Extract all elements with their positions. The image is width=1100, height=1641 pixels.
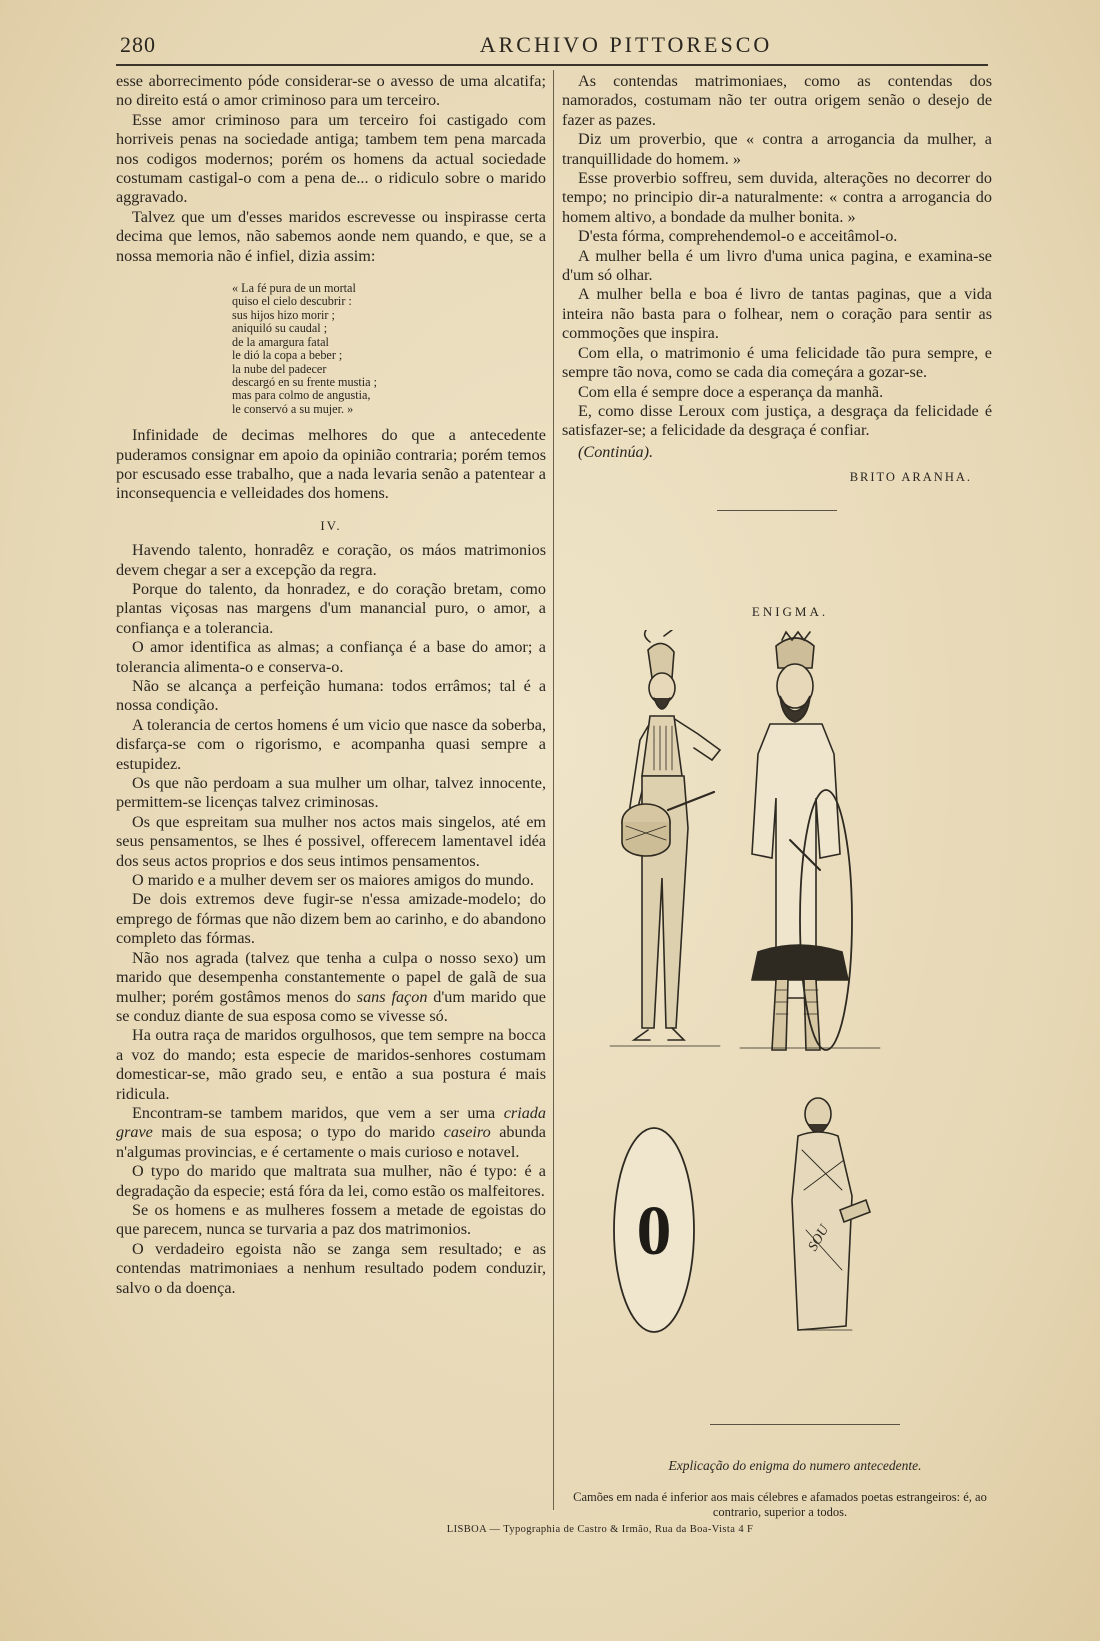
poem-line: de la amargura fatal	[232, 334, 329, 349]
poem-decima	[232, 282, 546, 416]
paragraph	[116, 949, 546, 1027]
page-header	[116, 30, 988, 66]
separator-rule	[710, 1424, 900, 1425]
gown-figure-icon	[752, 632, 852, 1050]
statue-figure-icon	[792, 1098, 870, 1330]
page-number: 280	[120, 32, 156, 57]
paragraph: A mulher bella é um livro d'uma unica pagina, e examina-se d'um só olhar.	[562, 246, 992, 285]
paragraph: esse aborrecimento póde considerar-se o avesso de uma alcatifa; no direito está o amor criminoso para um terceiro.	[116, 72, 546, 110]
paragraph	[116, 1104, 546, 1162]
paragraph: Ha outra raça de maridos orgulhosos, que tem sempre na bocca a voz do mando; esta especie de maridos-senhores costumam domesticar-se, mão grado seu, e então a sua postura é mais ridicula.	[116, 1026, 546, 1103]
separator-rule	[717, 510, 837, 511]
continua-note: (Continúa).	[578, 442, 654, 461]
paragraph: Esse proverbio soffreu, sem duvida, alterações no decorrer do tempo; no principio dir-a naturalmente: « contra a arrogancia do homem altivo, a bondade da mulher bonita. »	[562, 169, 992, 226]
text-run: abunda n'algumas provincias, e é certamente o mais curioso e notavel.	[116, 1123, 546, 1161]
right-column	[562, 72, 992, 511]
poem-line: quiso el cielo descubrir :	[232, 294, 352, 309]
author-signature: BRITO ARANHA.	[849, 470, 972, 485]
poem-line: le dió la copa a beber ;	[232, 348, 343, 363]
italic-phrase: criada grave	[116, 1103, 546, 1142]
italic-phrase: sans façon	[356, 987, 428, 1006]
paragraph: De dois extremos deve fugir-se n'essa amizade-modelo; do emprego de fórmas que não dizem bem ao carinho, e do abandono completo das fórmas.	[116, 890, 546, 948]
text-run: Não nos agrada (talvez que tenha a culpa o nosso sexo) um marido que desempenha constantemente o papel de galã de sua mulher; porém gostâmos menos do	[116, 948, 546, 1006]
paragraph: Não se alcança a perfeição humana: todos errâmos; tal é a nossa condição.	[116, 677, 546, 715]
paragraph: A tolerancia de certos homens é um vicio que nasce da soberba, disfarça-se com o rigorismo, e acompanha quasi sempre a estupidez.	[116, 715, 546, 773]
paragraph: Esse amor criminoso para um terceiro foi castigado com horriveis penas na sociedade antiga; tambem tem pena marcada nos codigos modernos; porém os homens da actual sociedade costumam castigal-o com a pena de... o ridiculo sobre o marido aggravado.	[116, 110, 546, 207]
paragraph: Os que não perdoam a sua mulher um olhar, talvez innocente, permittem-se licenças talvez criminosas.	[116, 774, 546, 812]
statue-label: SOU	[805, 1222, 833, 1254]
paragraph: O marido e a mulher devem ser os maiores amigos do mundo.	[132, 871, 534, 890]
paragraph: Os que espreitam sua mulher nos actos mais singelos, até em seus pensamentos, se lhes é possivel, offerecem lamentavel idéa dos seus actos proprios e dos seus intimos pensamentos.	[116, 812, 546, 870]
paragraph: Se os homens e as mulheres fossem a metade de egoistas do que parecem, nunca se turvaria a paz dos matrimonios.	[116, 1200, 546, 1239]
section-number: IV.	[320, 517, 342, 533]
paragraph: Diz um proverbio, que « contra a arrogancia da mulher, a tranquillidade do homem. »	[562, 130, 992, 168]
text-run: d'um marido que se conduz diante de sua esposa como se vivesse só.	[116, 987, 546, 1025]
journal-title: ARCHIVO PITTORESCO	[479, 32, 773, 57]
paragraph: Porque do talento, da honradez, e do coração bretam, como plantas viçosas nas margens d'um manancial puro, o amor, a confiança e a tolerancia.	[116, 579, 546, 637]
zero-label: 0	[636, 1193, 672, 1270]
paragraph: As contendas matrimoniaes, como as contendas dos namorados, costumam não ter outra origem senão o desejo de fazer as pazes.	[562, 72, 992, 129]
explanation-text: Camões em nada é inferior aos mais célebres e afamados poetas estrangeiros: é, ao contrario, superior a todos.	[573, 1490, 987, 1519]
paragraph: Talvez que um d'esses maridos escrevesse ou inspirasse certa decima que lemos, não sabemos aonde nem quando, e que, se a nossa memoria não é infiel, dizia assim:	[116, 207, 546, 265]
poem-line: la nube del padecer	[232, 361, 327, 376]
paragraph: O amor identifica as almas; a confiança é a base do amor; a tolerancia alimenta-o e conserva-o.	[116, 638, 546, 676]
poem-line: descargó en su frente mustia ;	[232, 374, 377, 389]
paragraph: Com ella, o matrimonio é uma felicidade tão pura sempre, e sempre tão nova, como se cada dia começára a gozar-se.	[562, 343, 992, 382]
enigma-illustration	[590, 630, 990, 1410]
paragraph: D'esta fórma, comprehendemol-o e acceitâmol-o.	[578, 227, 898, 246]
text-run: Encontram-se tambem maridos, que vem a ser uma	[132, 1103, 504, 1122]
italic-phrase: caseiro	[443, 1123, 491, 1142]
paragraph: Com ella é sempre doce a esperança da manhã.	[578, 382, 884, 401]
paragraph: E, como disse Leroux com justiça, a desgraça da felicidade é satisfazer-se; a felicidade da desgraça é confiar.	[562, 401, 992, 440]
paragraph: A mulher bella e boa é livro de tantas paginas, que a vida inteira não basta para o folhear, nem o coração para sentir as commoções que inspira.	[562, 285, 992, 343]
column-divider	[553, 70, 554, 1510]
poem-line: sus hijos hizo morir ;	[232, 307, 335, 322]
poem-line: le conservó a su mujer. »	[232, 401, 354, 416]
paragraph: O verdadeiro egoista não se zanga sem resultado; e as contendas matrimoniaes a nenhum resultado podem conduzir, salvo o da doença.	[116, 1239, 546, 1297]
left-column	[116, 72, 546, 1298]
poem-line: aniquiló su caudal ;	[232, 321, 328, 336]
drummer-figure-icon	[622, 630, 720, 1040]
poem-line: « La fé pura de un mortal	[232, 281, 356, 296]
poem-line: mas para colmo de angustia,	[232, 388, 371, 403]
enigma-title: ENIGMA.	[751, 604, 829, 619]
paragraph: Infinidade de decimas melhores do que a antecedente puderamos consignar em apoio da opinião contraria; porém temos por escusado esse trabalho, que a nada levaria senão a patentear a inconsequencia e velleidades dos homens.	[116, 426, 546, 503]
explanation-title: Explicação do enigma do numero antecedente.	[668, 1458, 922, 1473]
printer-footer: LISBOA — Typographia de Castro & Irmão, Rua da Boa-Vista 4 F	[446, 1524, 754, 1535]
text-run: mais de sua esposa; o typo do marido	[152, 1123, 444, 1142]
paragraph: O typo do marido que maltrata sua mulher, não é typo: é a degradação da especie; está fóra da lei, como estão os malfeitores.	[116, 1162, 546, 1200]
paragraph: Havendo talento, honradêz e coração, os máos matrimonios devem chegar a ser a excepção da regra.	[116, 541, 546, 579]
